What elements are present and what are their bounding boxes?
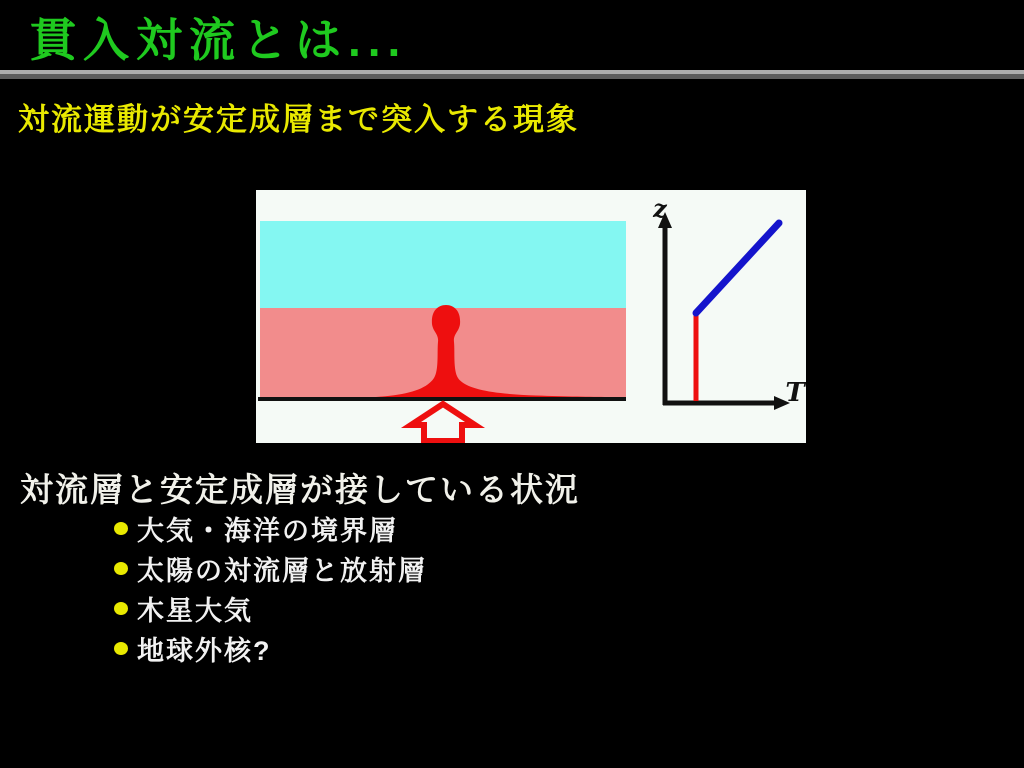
title-divider xyxy=(0,70,1024,79)
convection-diagram xyxy=(256,190,806,443)
list-item xyxy=(114,508,427,548)
bullet-label: 木星大気 xyxy=(137,595,253,626)
list-item xyxy=(114,628,427,668)
bullet-label: 大気・海洋の境界層 xyxy=(137,515,398,546)
penetrative-convection-figure xyxy=(256,190,806,443)
bullet-label: 地球外核? xyxy=(137,635,272,666)
bullet-icon xyxy=(114,602,128,615)
list-item xyxy=(114,588,427,628)
bullet-icon xyxy=(114,522,128,535)
profile-stable-segment xyxy=(696,223,779,313)
bottom-boundary-line xyxy=(258,397,626,401)
t-axis-label: T xyxy=(785,378,805,408)
slide-title: 貫入対流とは... xyxy=(30,14,408,66)
z-axis-label: z xyxy=(653,194,667,223)
bullet-icon xyxy=(114,562,128,575)
slide-subtitle: 対流運動が安定成層まで突入する現象 xyxy=(18,102,579,137)
example-bullet-list xyxy=(114,508,427,668)
bullet-label: 太陽の対流層と放射層 xyxy=(137,555,427,586)
stable-layer-rect xyxy=(260,221,626,308)
heating-arrow-icon xyxy=(411,404,475,441)
situation-heading: 対流層と安定成層が接している状況 xyxy=(20,471,580,508)
bullet-icon xyxy=(114,642,128,655)
list-item xyxy=(114,548,427,588)
